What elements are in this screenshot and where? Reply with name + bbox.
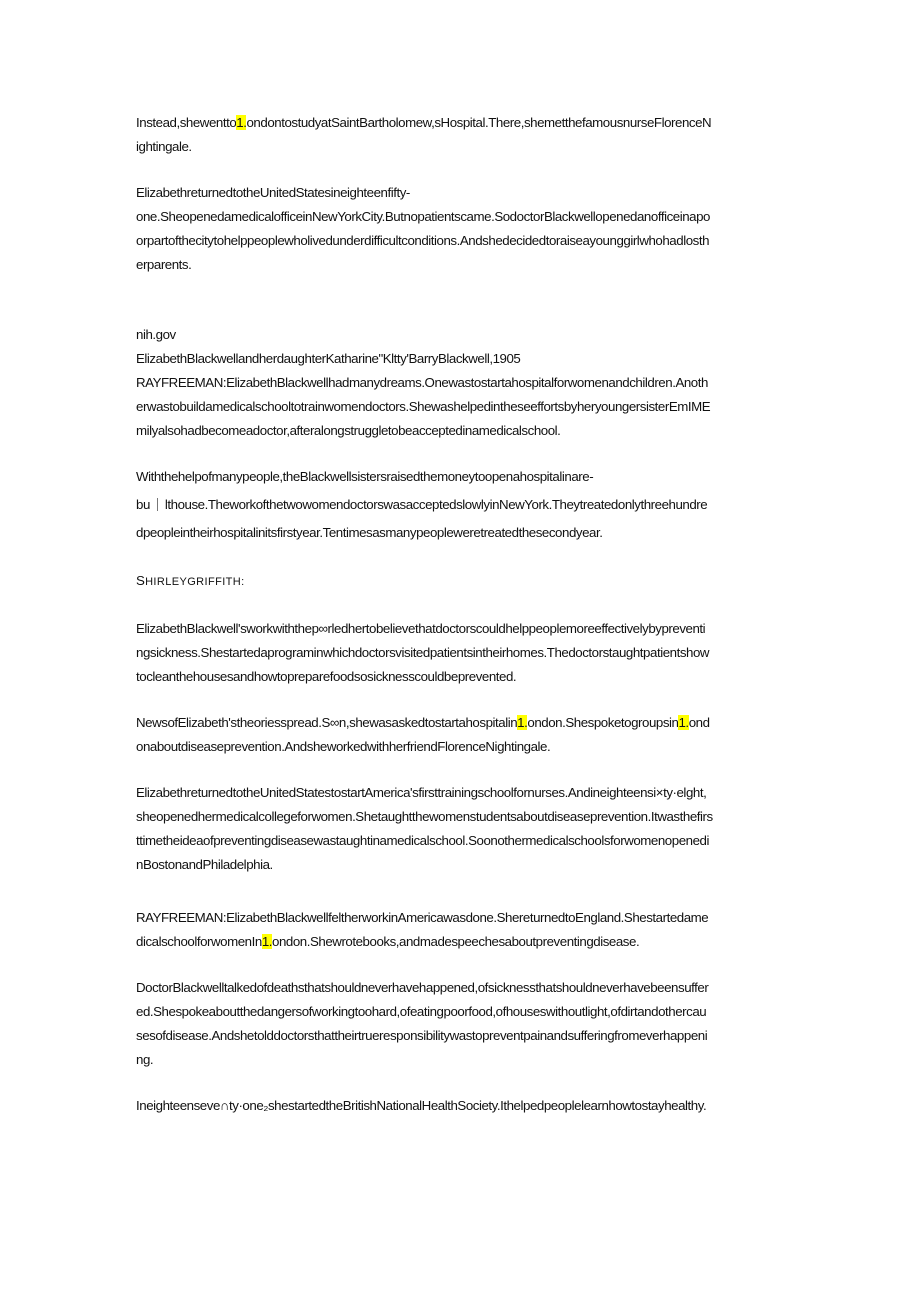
image-caption: ElizabethBlackwellandherdaughterKatharine"Kltty'BarryBlackwell,1905	[136, 351, 521, 366]
text-run: ondon.Shewrotebooks,andmadespeechesaboutpreventingdisease.	[272, 934, 640, 949]
paragraph-3-line-2: erwastobuildamedicalschooltotrainwomendoctors.ShewashelpedintheseeffortsbyheryoungersisterEmIME	[136, 399, 711, 414]
paragraph-8-line-2	[136, 934, 786, 950]
highlighted-text: 1.	[517, 715, 528, 730]
paragraph-2-line-3: orpartofthecitytohelppeoplewholivedunderdifficultconditions.Andshedecidedtoraiseayounggirlwhohadlosth	[136, 233, 710, 248]
paragraph-9-line-1: DoctorBlackwelltalkedofdeathsthatshouldneverhavehappened,ofsicknessthatshouldneverhavebeensuffer	[136, 980, 709, 995]
text-run: dicalschoolforwomenIn	[136, 934, 262, 949]
paragraph-7-line-1: ElizabethreturnedtotheUnitedStatestostartAmerica'sfirsttrainingschoolfornurses.Andineighteensi×ty·elght,	[136, 785, 707, 800]
paragraph-1-line-1	[136, 115, 786, 131]
paragraph-10-line-1: Ineighteenseve∩ty·one₂shestartedtheBritishNationalHealthSociety.Ithelpedpeoplelearnhowtostayhealthy.	[136, 1098, 707, 1113]
text-run: NewsofElizabeth'stheoriesspread.S∞n,shewasaskedtostartahospitalin	[136, 715, 518, 730]
text-run: bu	[136, 497, 150, 512]
paragraph-9-line-4: ng.	[136, 1052, 154, 1067]
paragraph-9-line-2: ed.Shespokeaboutthedangersofworkingtoohard,ofeatingpoorfood,ofhouseswithoutlight,ofdirtandothercau	[136, 1004, 707, 1019]
paragraph-3-line-3: milyalsohadbecomeadoctor,afteralongstruggletobeacceptedinamedicalschool.	[136, 423, 561, 438]
paragraph-7-line-2: sheopenedhermedicalcollegeforwomen.Shetaughtthewomenstudentsaboutdiseaseprevention.Itwasthefirs	[136, 809, 713, 824]
highlighted-text: 1.	[678, 715, 689, 730]
paragraph-4-line-1: Withthehelpofmanypeople,theBlackwellsistersraisedthemoneytoopenahospitalinare-	[136, 469, 594, 484]
paragraph-5-line-2: ngsickness.Shestartedaprograminwhichdoctorsvisitedpatientsintheirhomes.Thedoctorstaughtpatientshow	[136, 645, 710, 660]
text-run: ondon.Shespoketogroupsin	[527, 715, 679, 730]
paragraph-3-line-1: RAYFREEMAN:ElizabethBlackwellhadmanydreams.Onewastostartahospitalforwomenandchildren.Anoth	[136, 375, 708, 390]
paragraph-7-line-3: ttimetheideaofpreventingdiseasewastaughtinamedicalschool.Soonothermedicalschoolsforwomenopenedi	[136, 833, 709, 848]
speaker-heading	[136, 573, 786, 590]
paragraph-6-line-2: onaboutdiseaseprevention.AndsheworkedwithherfriendFlorenceNightingale.	[136, 739, 551, 754]
paragraph-7-line-4: nBostonandPhiladelphia.	[136, 857, 273, 872]
highlighted-text: 1.	[236, 115, 247, 130]
text-run: ond	[688, 715, 710, 730]
paragraph-2-line-2: one.SheopenedamedicalofficeinNewYorkCity.Butnopatientscame.SodoctorBlackwellopenedanofficeinapo	[136, 209, 710, 224]
paragraph-4-line-2	[136, 497, 786, 513]
heading-rest: HIRLEYGRIFFITH:	[145, 576, 245, 588]
paragraph-2-line-4: erparents.	[136, 257, 192, 272]
paragraph-1-line-2: ightingale.	[136, 139, 192, 154]
paragraph-2-line-1: ElizabethreturnedtotheUnitedStatesineighteenfifty-	[136, 185, 410, 200]
paragraph-5-line-1: ElizabethBlackwell'sworkwiththep∞rledhertobelievethatdoctorscouldhelppeoplemoreeffectivelybypreventi	[136, 621, 706, 636]
text-run: ondontostudyatSaintBartholomew,sHospital.There,shemetthefamousnurseFlorenceN	[246, 115, 712, 130]
paragraph-5-line-3: tocleanthehousesandhowtopreparefoodsosicknesscouldbeprevented.	[136, 669, 517, 684]
highlighted-text: 1.	[261, 934, 273, 949]
paragraph-8-line-1: RAYFREEMAN:ElizabethBlackwellfeltherworkinAmericawasdone.ShereturnedtoEngland.Shestartedame	[136, 910, 709, 925]
heading-initial: S	[136, 573, 146, 588]
image-source-caption: nih.gov	[136, 327, 176, 342]
text-run: lthouse.TheworkofthetwowomendoctorswasacceptedslowlyinNewYork.Theytreatedonlythreehundre	[164, 497, 708, 512]
paragraph-9-line-3: sesofdisease.Andshetolddoctorsthattheirtrueresponsibilitywastopreventpainandsufferingfromeverhappeni	[136, 1028, 708, 1043]
scan-artifact-bar	[157, 498, 158, 511]
text-run: Instead,shewentto	[136, 115, 237, 130]
paragraph-6-line-1	[136, 715, 786, 731]
paragraph-4-line-3: dpeopleintheirhospitalinitsfirstyear.Tentimesasmanypeopleweretreatedthesecondyear.	[136, 525, 603, 540]
